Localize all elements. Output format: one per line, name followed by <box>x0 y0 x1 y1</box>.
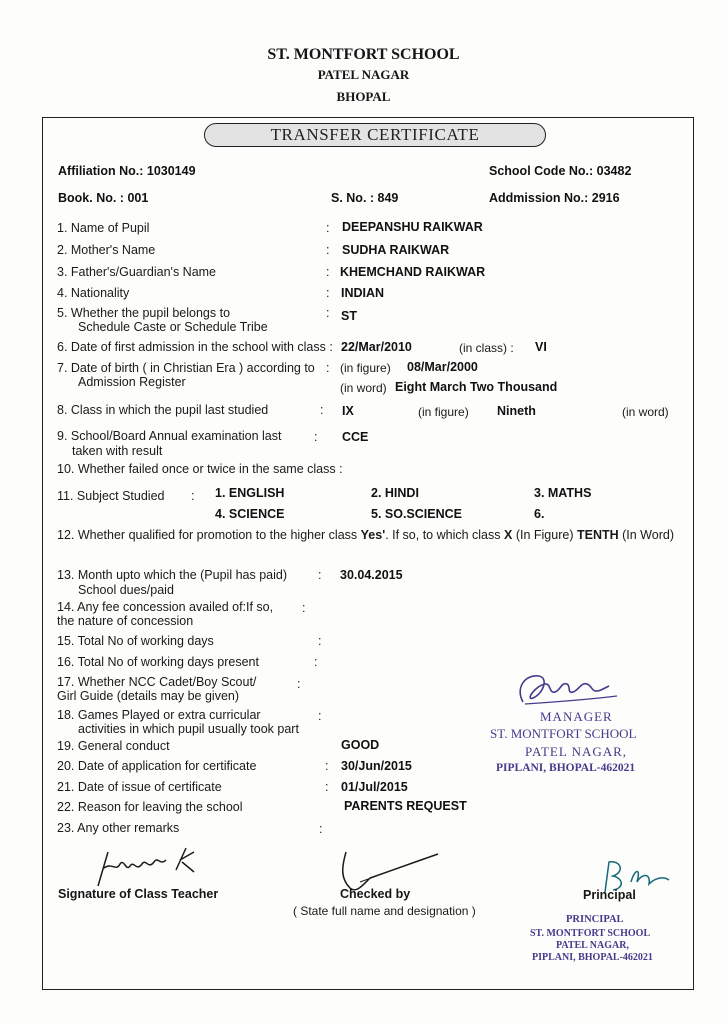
label-father-name: 3. Father's/Guardian's Name <box>57 265 217 279</box>
label-ncc: 17. Whether NCC Cadet/Boy Scout/ <box>57 675 257 689</box>
label-first-admission: 6. Date of first admission in the school with class : <box>57 340 333 354</box>
subject-item: 3. MATHS <box>534 486 592 500</box>
colon: : <box>318 634 322 648</box>
label-nationality: 4. Nationality <box>57 286 130 300</box>
manager-stamp-area: PATEL NAGAR, <box>525 744 628 759</box>
principal-stamp-title: PRINCIPAL <box>566 914 624 925</box>
value-admission-class: VI <box>535 340 547 354</box>
book-number: Book. No. : 001 <box>58 191 149 205</box>
manager-stamp-school: ST. MONTFORT SCHOOL <box>490 726 637 741</box>
serial-number: S. No. : 849 <box>331 191 399 205</box>
principal-stamp-area: PATEL NAGAR, <box>556 940 629 951</box>
promotion-class-question: . If so, to which class <box>385 528 501 542</box>
school-name: ST. MONTFORT SCHOOL <box>267 46 460 63</box>
promotion-question: 12. Whether qualified for promotion to the higher class <box>57 528 358 542</box>
value-leaving-reason: PARENTS REQUEST <box>344 799 467 813</box>
label-application-date: 20. Date of application for certificate <box>57 759 257 773</box>
subject-item: 6. <box>534 507 545 521</box>
value-dues: 30.04.2015 <box>340 568 403 582</box>
label-games: 18. Games Played or extra curricular <box>57 708 261 722</box>
value-dob-word: Eight March Two Thousand <box>395 380 558 394</box>
label-dues-cont: School dues/paid <box>78 583 174 597</box>
principal-stamp-school: ST. MONTFORT SCHOOL <box>530 928 651 939</box>
checked-by-label: Checked by <box>340 887 411 901</box>
colon: : <box>326 306 330 320</box>
label-dues: 13. Month upto which the (Pupil has paid) <box>57 568 287 582</box>
label-in-word: (in word) <box>622 405 669 419</box>
label-mother-name: 2. Mother's Name <box>57 243 156 257</box>
subject-item: 2. HINDI <box>371 486 419 500</box>
value-caste: ST <box>341 309 357 323</box>
manager-stamp-city: PIPLANI, BHOPAL-462021 <box>496 762 636 774</box>
label-concession: 14. Any fee concession availed of:If so, <box>57 600 274 614</box>
value-admission-date: 22/Mar/2010 <box>341 340 412 354</box>
school-code: School Code No.: 03482 <box>489 164 632 178</box>
checked-by-note: ( State full name and designation ) <box>293 904 476 918</box>
colon: : <box>319 822 323 836</box>
value-issue-date: 01/Jul/2015 <box>341 780 408 794</box>
label-caste: 5. Whether the pupil belongs to <box>57 306 231 320</box>
colon: : <box>325 759 329 773</box>
subject-item: 1. ENGLISH <box>215 486 285 500</box>
subject-item: 5. SO.SCIENCE <box>371 507 462 521</box>
label-in-figure: (In Figure) <box>515 528 574 542</box>
label-days-present: 16. Total No of working days present <box>57 655 259 669</box>
colon: : <box>325 780 329 794</box>
value-mother-name: SUDHA RAIKWAR <box>342 243 450 257</box>
label-games-cont: activities in which pupil usually took part <box>78 722 299 736</box>
label-remarks: 23. Any other remarks <box>57 821 180 835</box>
label-failed: 10. Whether failed once or twice in the same class : <box>57 462 343 476</box>
colon: : <box>326 361 330 375</box>
promotion-class-figure: X <box>504 528 513 542</box>
value-father-name: KHEMCHAND RAIKWAR <box>340 265 486 279</box>
label-pupil-name: 1. Name of Pupil <box>57 221 150 235</box>
certificate-title: TRANSFER CERTIFICATE <box>204 123 546 147</box>
affiliation-number: Affiliation No.: 1030149 <box>58 164 196 178</box>
label-conduct: 19. General conduct <box>57 739 170 753</box>
label-in-word: (In Word) <box>622 528 674 542</box>
label-dob-word: (in word) <box>340 381 387 395</box>
colon: : <box>302 601 306 615</box>
label-in-figure: (in figure) <box>418 405 469 419</box>
promotion-yes: Yes' <box>360 528 386 542</box>
label-exam-cont: taken with result <box>72 444 163 458</box>
class-teacher-signature <box>90 842 210 892</box>
class-teacher-label: Signature of Class Teacher <box>58 887 219 901</box>
value-exam: CCE <box>342 430 369 444</box>
label-dob: 7. Date of birth ( in Christian Era ) according to <box>57 361 315 375</box>
colon: : <box>297 677 301 691</box>
colon: : <box>318 568 322 582</box>
label-concession-cont: the nature of concession <box>57 614 194 628</box>
label-issue-date: 21. Date of issue of certificate <box>57 780 222 794</box>
label-dob-figure: (in figure) <box>340 361 391 375</box>
principal-label: Principal <box>583 888 636 902</box>
value-dob-figure: 08/Mar/2000 <box>407 360 478 374</box>
label-in-class: (in class) : <box>459 341 514 355</box>
label-leaving-reason: 22. Reason for leaving the school <box>57 800 243 814</box>
label-promotion <box>57 528 674 542</box>
admission-number: Addmission No.: 2916 <box>489 191 620 205</box>
label-exam: 9. School/Board Annual examination last <box>57 429 282 443</box>
value-last-class-word: Nineth <box>497 404 536 418</box>
label-last-class: 8. Class in which the pupil last studied <box>57 403 269 417</box>
colon: : <box>326 221 330 235</box>
colon: : <box>326 265 330 279</box>
school-city: BHOPAL <box>336 89 391 104</box>
manager-signature <box>505 668 625 710</box>
colon: : <box>326 243 330 257</box>
colon: : <box>318 709 322 723</box>
value-nationality: INDIAN <box>341 286 385 300</box>
promotion-class-word: TENTH <box>576 528 619 542</box>
subject-item: 4. SCIENCE <box>215 507 285 521</box>
manager-stamp-title: MANAGER <box>540 709 613 724</box>
value-application-date: 30/Jun/2015 <box>341 759 412 773</box>
label-caste-cont: Schedule Caste or Schedule Tribe <box>78 320 268 334</box>
value-last-class-figure: IX <box>342 404 354 418</box>
colon: : <box>191 489 195 503</box>
colon: : <box>326 286 330 300</box>
colon: : <box>314 430 318 444</box>
colon: : <box>320 403 324 417</box>
label-subjects: 11. Subject Studied <box>57 489 165 503</box>
label-ncc-cont: Girl Guide (details may be given) <box>57 689 240 703</box>
value-pupil-name: DEEPANSHU RAIKWAR <box>342 220 483 234</box>
school-area: PATEL NAGAR <box>317 67 410 82</box>
label-working-days: 15. Total No of working days <box>57 634 214 648</box>
value-conduct: GOOD <box>341 738 380 752</box>
principal-stamp-city: PIPLANI, BHOPAL-462021 <box>532 952 653 963</box>
label-dob-cont: Admission Register <box>78 375 186 389</box>
colon: : <box>314 655 318 669</box>
